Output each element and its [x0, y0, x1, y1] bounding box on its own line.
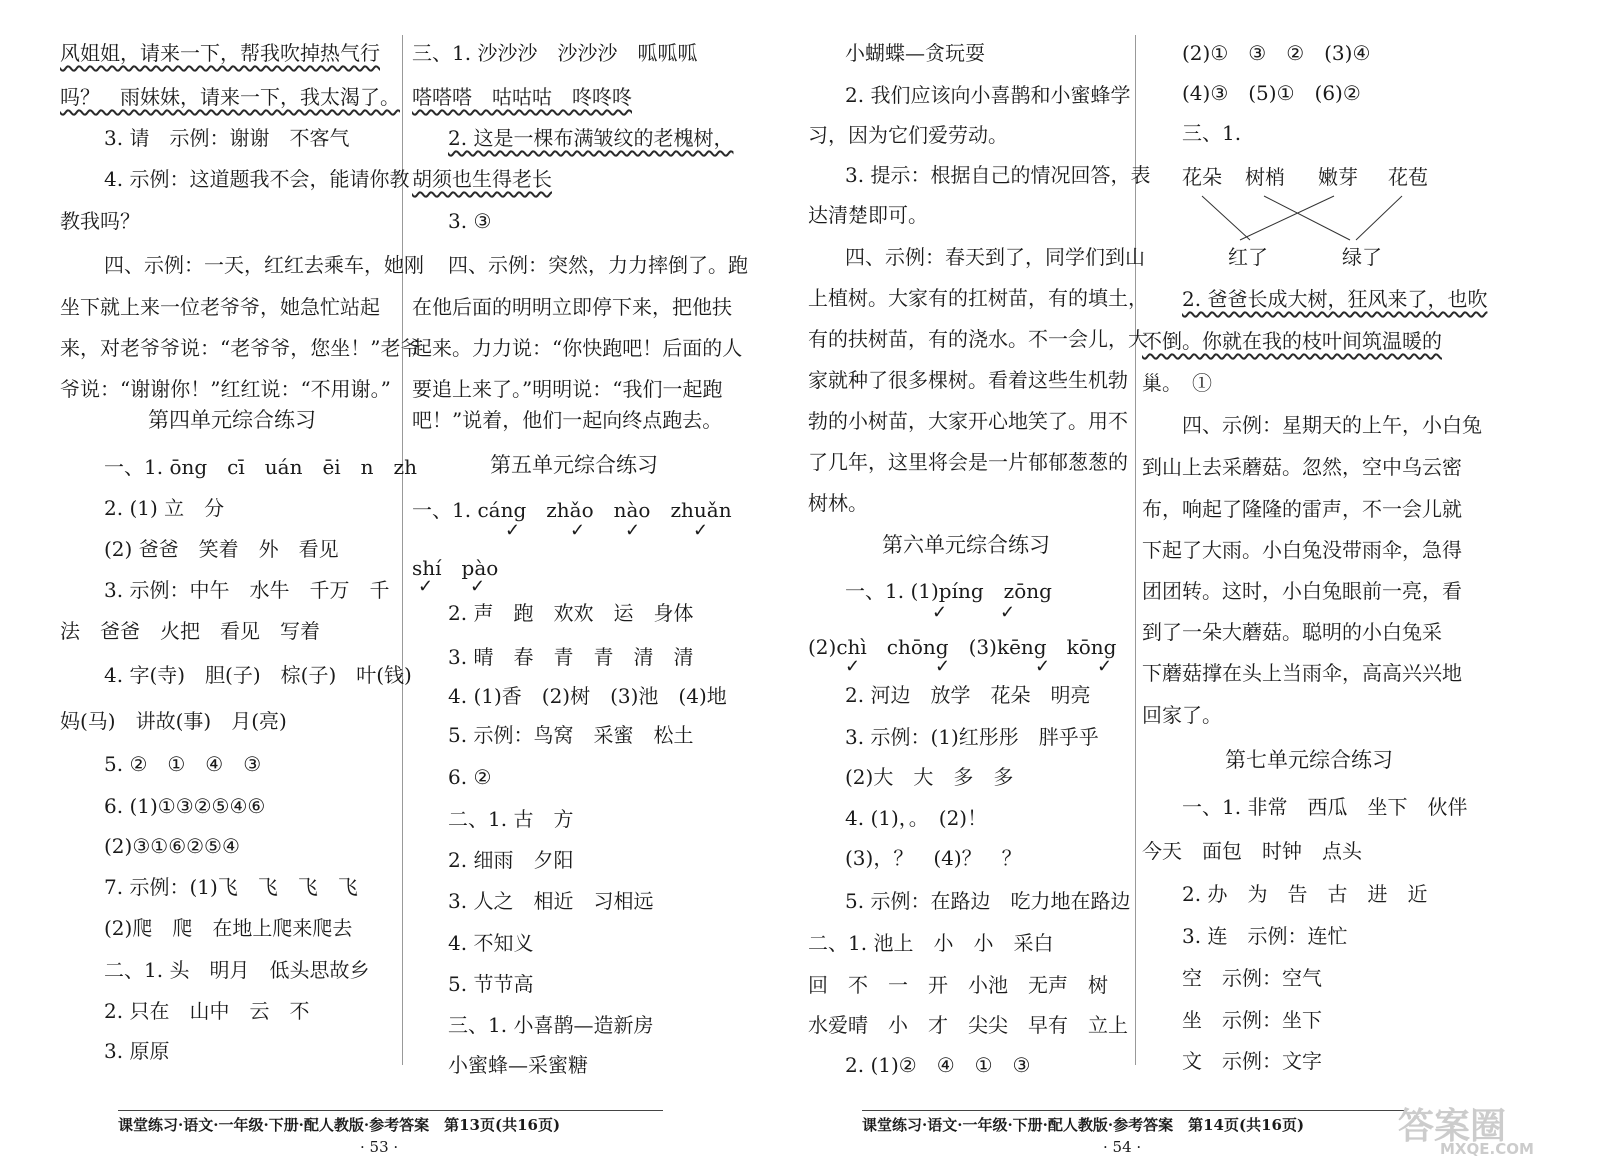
check-mark: ✓ — [570, 520, 586, 541]
footer-rule — [862, 1110, 1407, 1111]
text-line: 勃的小树苗，大家开心地笑了。用不 — [808, 409, 1128, 433]
page-number-right: · 54 · — [1103, 1138, 1142, 1156]
footer-right: 课堂练习·语文·一年级·下册·配人教版·参考答案 第14页(共16页) — [862, 1116, 1305, 1134]
text-line: 三、1. 沙沙沙 沙沙沙 呱呱呱 — [412, 41, 698, 65]
text-line: 水爱晴 小 才 尖尖 早有 立上 — [808, 1013, 1128, 1037]
check-mark: ✓ — [625, 520, 641, 541]
text-line: 下蘑菇撑在头上当雨伞，高高兴兴地 — [1142, 661, 1462, 685]
page-number-left: · 53 · — [360, 1138, 399, 1156]
section-heading: 第五单元综合练习 — [490, 453, 658, 477]
text-line: (2) 爸爸 笑着 外 看见 — [104, 537, 339, 561]
text-line: 2. (1) 立 分 — [104, 496, 225, 520]
section-heading: 第四单元综合练习 — [148, 408, 316, 432]
section-heading: 第六单元综合练习 — [882, 533, 1050, 557]
text-line: 四、示例：一天，红红去乘车，她刚 — [104, 253, 424, 277]
text-line: 起来。力力说：“你快跑吧！后面的人 — [412, 336, 743, 360]
text-line: 5. 示例：鸟窝 采蜜 松土 — [448, 723, 694, 747]
text-line: 法 爸爸 火把 看见 写着 — [60, 619, 320, 643]
text-line: 4. 不知义 — [448, 931, 534, 955]
text-line: 三、1. — [1182, 121, 1242, 145]
text-line: 2. 只在 山中 云 不 — [104, 999, 310, 1023]
check-mark: ✓ — [693, 520, 709, 541]
text-line: 习，因为它们爱劳动。 — [808, 123, 1008, 147]
text-line: 回 不 一 开 小池 无声 树 — [808, 973, 1108, 997]
text-line: 巢。 ① — [1142, 371, 1212, 395]
text-line: 回家了。 — [1142, 703, 1222, 727]
text-line: 2. 河边 放学 花朵 明亮 — [845, 683, 1091, 707]
match-word: 花苞 — [1388, 165, 1428, 189]
text-line: 2. 声 跑 欢欢 运 身体 — [448, 601, 694, 625]
text-line: 坐下就上来一位老爷爷，她急忙站起 — [60, 295, 380, 319]
text-line: 二、1. 池上 小 小 采白 — [808, 931, 1054, 955]
check-mark: ✓ — [505, 520, 521, 541]
text-line: 小蝴蝶—贪玩耍 — [845, 41, 985, 65]
text-line: 3. 请 示例：谢谢 不客气 — [104, 126, 350, 150]
footer-rule — [118, 1110, 663, 1111]
text-line: 3. ③ — [448, 209, 492, 233]
text-line: 有的扶树苗，有的浇水。不一会儿，大 — [808, 327, 1148, 351]
text-line: 3. 连 示例：连忙 — [1182, 924, 1348, 948]
text-line: 上植树。大家有的扛树苗，有的填土， — [808, 286, 1148, 310]
watermark-logo: 答案圈 — [1398, 1106, 1507, 1147]
text-line: 3. 原原 — [104, 1039, 170, 1063]
text-line: 2. 爸爸长成大树，狂风来了，也吹 — [1182, 287, 1488, 311]
text-line: 要追上来了。”明明说：“我们一起跑 — [412, 377, 723, 401]
text-line: 三、1. 小喜鹊—造新房 — [448, 1013, 654, 1037]
text-line: 教我吗？ — [60, 209, 140, 233]
check-mark: ✓ — [935, 656, 951, 677]
text-line: 四、示例：突然，力力摔倒了。跑 — [448, 253, 748, 277]
text-line: 4. 字(寺) 胆(子) 棕(子) 叶(钱) — [104, 663, 412, 687]
check-mark: ✓ — [470, 576, 486, 597]
text-line: (2)① ③ ② (3)④ — [1182, 41, 1371, 65]
text-line: 吧！”说着，他们一起向终点跑去。 — [412, 408, 723, 432]
text-line: 3. 示例：(1)红彤彤 胖乎乎 — [845, 725, 1099, 749]
text-line: 不倒。你就在我的枝叶间筑温暖的 — [1142, 329, 1442, 353]
text-line: 了几年，这里将会是一片郁郁葱葱的 — [808, 450, 1128, 474]
text-line: 4. 示例：这道题我不会，能请你教 — [104, 167, 410, 191]
text-line: 在他后面的明明立即停下来，把他扶 — [412, 295, 732, 319]
text-line: 4. (1)香 (2)树 (3)池 (4)地 — [448, 684, 727, 708]
match-word: 嫩芽 — [1318, 165, 1358, 189]
text-line: 2. 细雨 夕阳 — [448, 848, 574, 872]
text-line: 达清楚即可。 — [808, 203, 928, 227]
text-line: 2. 这是一棵布满皱纹的老槐树， — [448, 126, 734, 150]
text-line: 3. 晴 春 青 青 清 清 — [448, 645, 694, 669]
text-line: (2)爬 爬 在地上爬来爬去 — [104, 916, 353, 940]
text-line: 二、1. 头 明月 低头思故乡 — [104, 958, 370, 982]
text-line: 7. 示例：(1)飞 飞 飞 飞 — [104, 875, 358, 899]
text-line: 今天 面包 时钟 点头 — [1142, 839, 1362, 863]
text-line: 来，对老爷爷说：“老爷爷，您坐！”老爷 — [60, 336, 421, 360]
watermark-url: MXQE.COM — [1440, 1140, 1534, 1158]
text-line: 家就种了很多棵树。看着这些生机勃 — [808, 368, 1128, 392]
text-line: 3. 人之 相近 习相远 — [448, 889, 654, 913]
text-line: 5. 示例：在路边 吃力地在路边 — [845, 889, 1131, 913]
text-line: 坐 示例：坐下 — [1182, 1008, 1322, 1032]
text-line: 6. (1)①③②⑤④⑥ — [104, 794, 266, 818]
pinyin-line: 一、1. (1)píng zōng — [845, 579, 1052, 603]
text-line: 爷说：“谢谢你！”红红说：“不用谢。” — [60, 377, 391, 401]
text-line: 胡须也生得老长 — [412, 167, 552, 191]
check-mark: ✓ — [1097, 656, 1113, 677]
check-mark: ✓ — [1000, 602, 1016, 623]
text-line: 5. ② ① ④ ③ — [104, 752, 262, 776]
text-line: 3. 示例：中午 水牛 千万 千 — [104, 578, 390, 602]
text-line: 吗？ 雨妹妹，请来一下，我太渴了。 — [60, 85, 400, 109]
footer-left: 课堂练习·语文·一年级·下册·配人教版·参考答案 第13页(共16页) — [118, 1116, 561, 1134]
text-line: 6. ② — [448, 765, 492, 789]
text-line: 风姐姐，请来一下，帮我吹掉热气行 — [60, 41, 380, 65]
match-word: 红了 — [1228, 245, 1268, 269]
text-line: 3. 提示：根据自己的情况回答，表 — [845, 163, 1151, 187]
text-line: 嗒嗒嗒 咕咕咕 咚咚咚 — [412, 85, 632, 109]
match-word: 绿了 — [1342, 245, 1382, 269]
matching-lines — [1180, 190, 1460, 250]
pinyin-line: shí pào — [412, 556, 499, 580]
section-heading: 第七单元综合练习 — [1225, 748, 1393, 772]
match-word: 树梢 — [1245, 165, 1285, 189]
pinyin-line: (2)chì chōng (3)kēng kōng — [808, 635, 1117, 659]
text-line: 5. 节节高 — [448, 972, 534, 996]
text-line: 二、1. 古 方 — [448, 807, 574, 831]
text-line: (3)，？ (4)？ ？ — [845, 846, 1022, 870]
text-line: 树林。 — [808, 491, 868, 515]
text-line: 2. 我们应该向小喜鹊和小蜜蜂学 — [845, 83, 1131, 107]
text-line: 团团转。这时，小白兔眼前一亮，看 — [1142, 579, 1462, 603]
text-line: (2)大 大 多 多 — [845, 765, 1014, 789]
text-line: 四、示例：星期天的上午，小白兔 — [1182, 413, 1482, 437]
text-line: 小蜜蜂—采蜜糖 — [448, 1053, 588, 1077]
text-line: 到了一朵大蘑菇。聪明的小白兔采 — [1142, 620, 1442, 644]
text-line: 2. 办 为 告 古 进 近 — [1182, 882, 1428, 906]
text-line: 妈(马) 讲故(事) 月(亮) — [60, 709, 287, 733]
check-mark: ✓ — [932, 602, 948, 623]
text-line: 布，响起了隆隆的雷声，不一会儿就 — [1142, 497, 1462, 521]
text-line: 到山上去采蘑菇。忽然，空中乌云密 — [1142, 455, 1462, 479]
text-line: 下起了大雨。小白兔没带雨伞，急得 — [1142, 538, 1462, 562]
text-line: 四、示例：春天到了，同学们到山 — [845, 245, 1145, 269]
check-mark: ✓ — [845, 656, 861, 677]
text-line: 2. (1)② ④ ① ③ — [845, 1053, 1031, 1077]
match-word: 花朵 — [1182, 165, 1222, 189]
text-line: 4. (1)，。 (2)！ — [845, 806, 988, 830]
text-line: 一、1. 非常 西瓜 坐下 伙伴 — [1182, 795, 1468, 819]
check-mark: ✓ — [1035, 656, 1051, 677]
pinyin-line: 一、1. cáng zhǎo nào zhuǎn — [412, 498, 732, 522]
text-line: (2)③①⑥②⑤④ — [104, 834, 240, 858]
text-line: (4)③ (5)① (6)② — [1182, 81, 1361, 105]
text-line: 一、1. ōng cī uán ēi n zh — [104, 455, 417, 479]
text-line: 文 示例：文字 — [1182, 1049, 1322, 1073]
text-line: 空 示例：空气 — [1182, 966, 1322, 990]
check-mark: ✓ — [418, 576, 434, 597]
